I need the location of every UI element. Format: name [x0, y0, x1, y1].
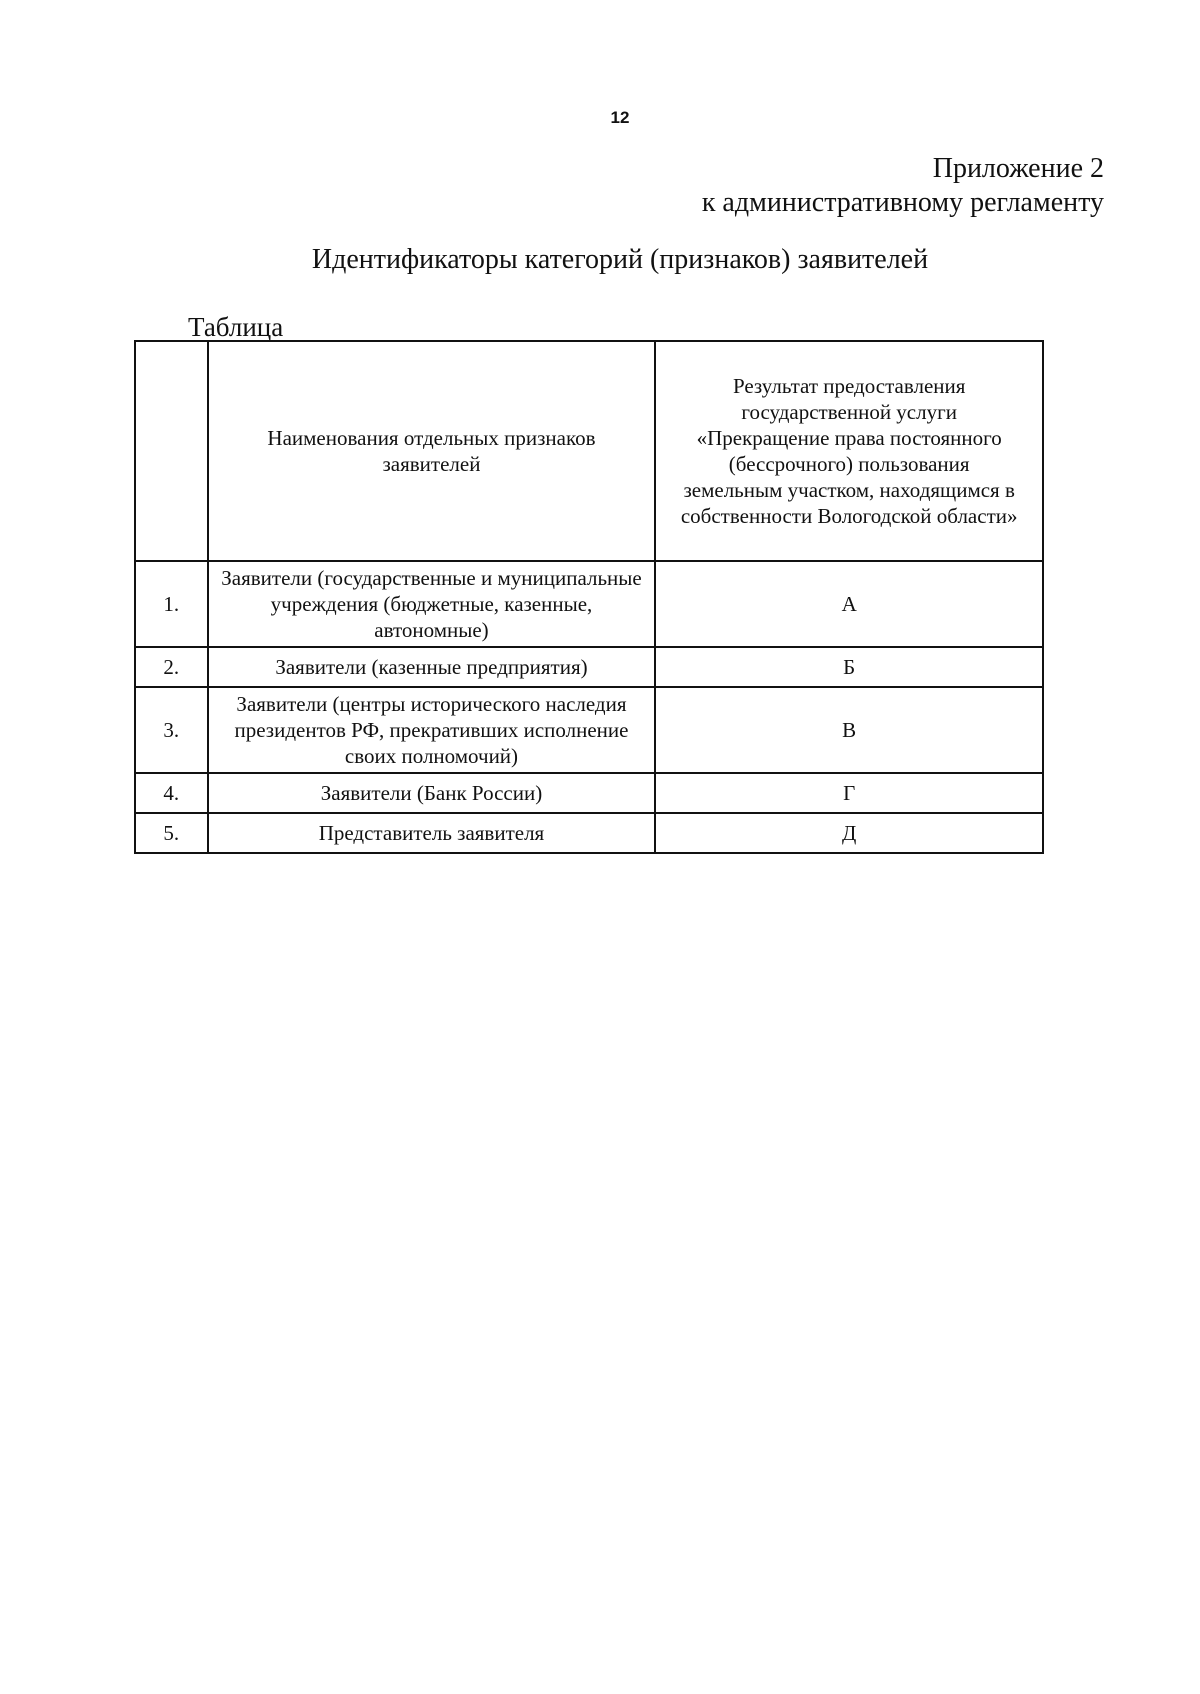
row-result-cell: Б [655, 647, 1043, 687]
table-header-row [135, 341, 1043, 561]
table-row [135, 813, 1043, 853]
header-result-cell: Результат предоставления государственной услуги «Прекращение права постоянного (бессрочного) пользования земельным участком, находящимся в собственности Вологодской области» [655, 341, 1043, 561]
table-row [135, 647, 1043, 687]
row-number-cell: 1. [135, 561, 208, 647]
table-row [135, 561, 1043, 647]
appendix-line-1: Приложение 2 [932, 153, 1104, 184]
row-number-cell: 2. [135, 647, 208, 687]
row-name-cell: Заявители (центры исторического наследия президентов РФ, прекративших исполнение своих полномочий) [208, 687, 656, 773]
row-result-cell: В [655, 687, 1043, 773]
document-title: Идентификаторы категорий (признаков) заявителей [311, 244, 929, 275]
table-row [135, 687, 1043, 773]
row-result-cell: А [655, 561, 1043, 647]
row-number-cell: 4. [135, 773, 208, 813]
row-number-cell: 3. [135, 687, 208, 773]
appendix-line-2: к административному регламенту [701, 187, 1104, 218]
table-row [135, 773, 1043, 813]
row-name-cell: Заявители (Банк России) [208, 773, 656, 813]
row-name-cell: Заявители (казенные предприятия) [208, 647, 656, 687]
row-result-cell: Г [655, 773, 1043, 813]
row-name-cell: Заявители (государственные и муниципальные учреждения (бюджетные, казенные, автономные) [208, 561, 656, 647]
row-name-cell: Представитель заявителя [208, 813, 656, 853]
header-name-cell: Наименования отдельных признаков заявителей [208, 341, 656, 561]
identifiers-table [134, 340, 1044, 854]
appendix-heading [702, 152, 1104, 220]
row-result-cell: Д [655, 813, 1043, 853]
page-number: 12 [610, 108, 630, 127]
table-caption: Таблица [188, 312, 284, 342]
row-number-cell: 5. [135, 813, 208, 853]
header-number-cell [135, 341, 208, 561]
